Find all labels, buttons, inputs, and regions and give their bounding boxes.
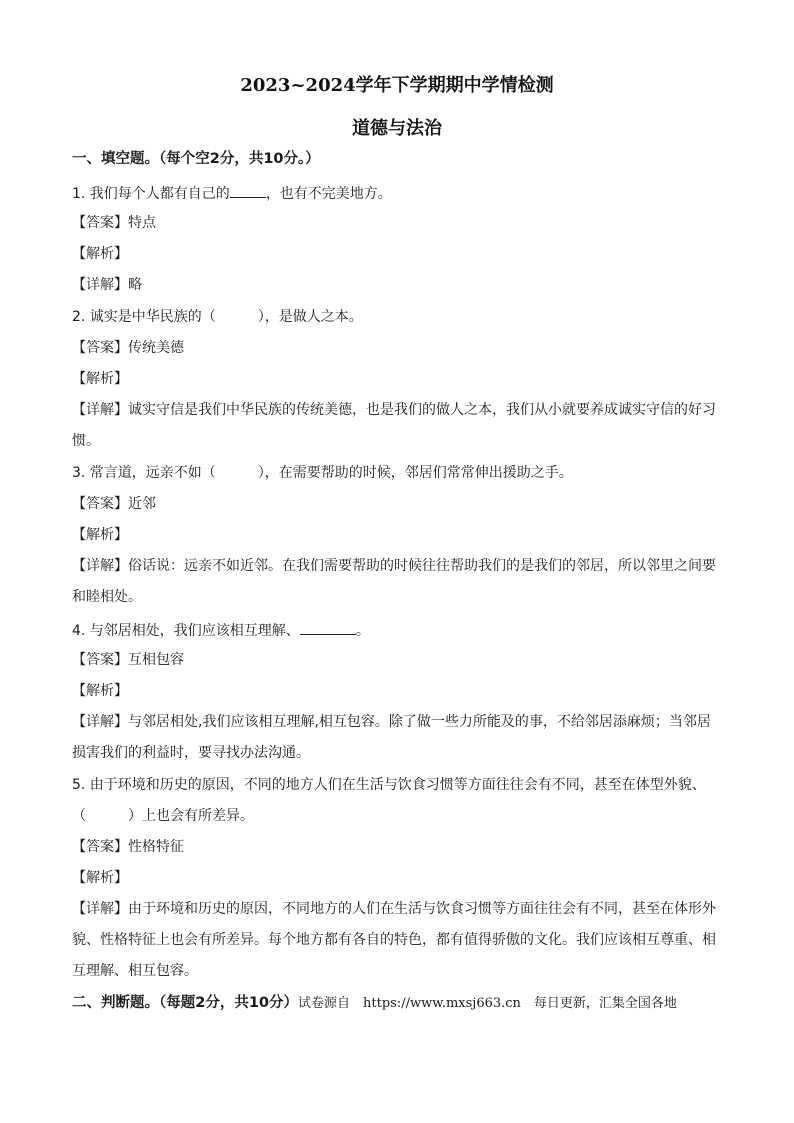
answer-blank: [300, 620, 356, 635]
exam-title: 2023~2024学年下学期期中学情检测: [240, 75, 554, 96]
answer-1: 【答案】特点: [72, 215, 156, 231]
analysis-5: 【解析】: [72, 870, 128, 886]
detail-1: 【详解】略: [72, 277, 142, 293]
answer-5: 【答案】性格特征: [72, 839, 184, 855]
subject-title: 道德与法治: [352, 118, 442, 139]
analysis-3: 【解析】: [72, 527, 128, 543]
section-heading-fill-blank: 一、填空题。（每个空2分，共10分。）: [72, 151, 320, 167]
detail-3-cont: 和睦相处。: [72, 589, 142, 605]
analysis-1: 【解析】: [72, 246, 128, 262]
detail-4-cont: 损害我们的利益时，要寻找办法沟通。: [72, 745, 310, 761]
answer-blank: [230, 183, 266, 198]
analysis-4: 【解析】: [72, 683, 128, 699]
detail-2-cont: 惯。: [72, 433, 100, 449]
detail-5-cont: 貌、性格特征上也会有所差异。每个地方都有各自的特色，都有值得骄傲的文化。我们应该相互尊重、相: [72, 932, 716, 948]
detail-3: 【详解】俗话说：远亲不如近邻。在我们需要帮助的时候往往帮助我们的是我们的邻居，所以邻里之间要: [72, 558, 716, 574]
detail-4: 【详解】与邻居相处,我们应该相互理解,相互包容。除了做一些力所能及的事，不给邻居添麻烦；当邻居: [72, 714, 711, 730]
answer-3: 【答案】近邻: [72, 496, 156, 512]
source-watermark-text: 试卷源自 https://www.mxsj663.cn 每日更新，汇集全国各地: [298, 996, 677, 1011]
question-5: 5. 由于环境和历史的原因，不同的地方人们在生活与饮食习惯等方面往往会有不同，甚至在体型外貌、: [72, 777, 706, 793]
detail-5-cont2: 互理解、相互包容。: [72, 963, 198, 979]
question-2: 2. 诚实是中华民族的（ ），是做人之本。: [72, 309, 363, 325]
answer-4: 【答案】互相包容: [72, 652, 184, 668]
question-1: 1. 我们每个人都有自己的 ，也有不完美地方。: [72, 183, 724, 203]
answer-2: 【答案】传统美德: [72, 340, 184, 356]
detail-5: 【详解】由于环境和历史的原因，不同地方的人们在生活与饮食习惯等方面往往会有不同，甚至在体形外: [72, 901, 716, 917]
analysis-2: 【解析】: [72, 371, 128, 387]
question-4: 4. 与邻居相处，我们应该相互理解、 。: [72, 620, 724, 640]
section-heading-true-false: 二、判断题。（每题2分，共10分）试卷源自 https://www.mxsj663.cn 每日更新，汇集全国各地: [72, 995, 677, 1011]
question-5-cont: （ ）上也会有所差异。: [72, 808, 254, 824]
detail-2: 【详解】诚实守信是我们中华民族的传统美德，也是我们的做人之本，我们从小就要养成诚实守信的好习: [72, 402, 716, 418]
question-3: 3. 常言道，远亲不如（ ），在需要帮助的时候，邻居们常常伸出援助之手。: [72, 465, 573, 481]
